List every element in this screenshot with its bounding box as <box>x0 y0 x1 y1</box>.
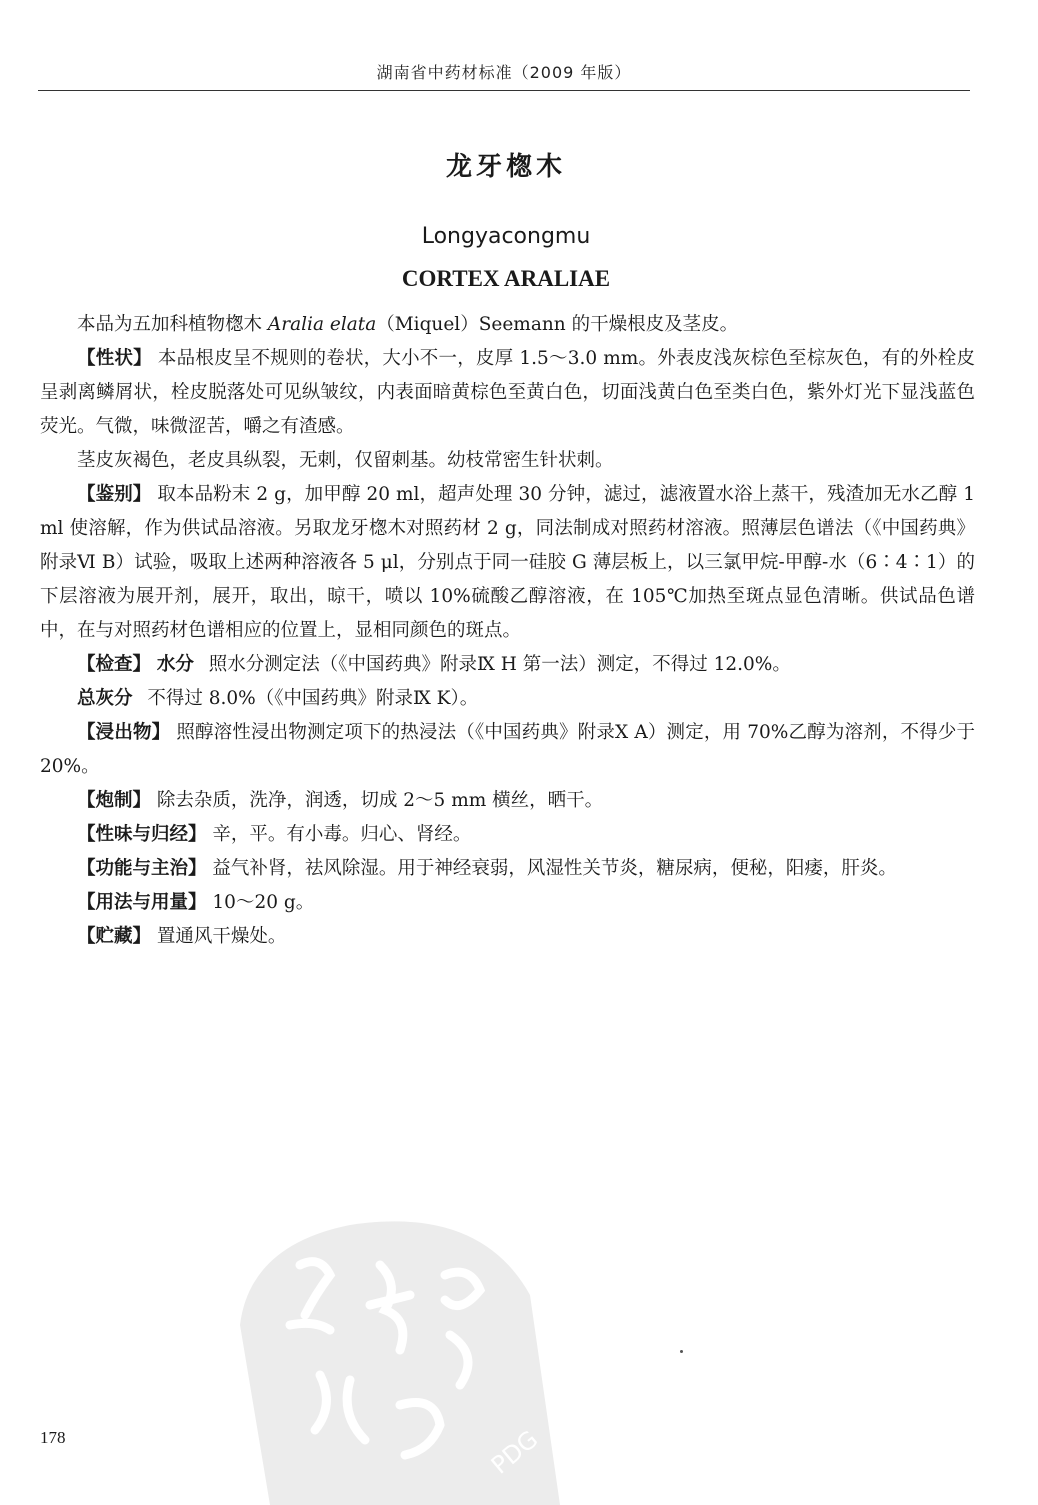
inspection-paragraph: 【检查】 水分 照水分测定法（《中国药典》附录Ⅸ H 第一法）测定，不得过 12.0%。 <box>77 654 791 675</box>
subsection-label-water: 水分 <box>156 654 194 675</box>
seal-text: PDG <box>485 1425 544 1480</box>
description-paragraph: 【性状】 本品根皮呈不规则的卷状，大小不一，皮厚 1.5～3.0 mm。外表皮浅灰棕色至棕灰色，有的外栓皮呈剥离鳞屑状，栓皮脱落处可见纵皱纹，内表面暗黄棕色至黄白色，切面浅黄白色至类白色，紫外灯光下显浅蓝色荧光。气微，味微涩苦，嚼之有渣感。 <box>40 348 975 437</box>
section-label-extract: 【浸出物】 <box>77 722 171 743</box>
running-header: 湖南省中药材标准（2009 年版） <box>376 63 632 82</box>
monograph-latin-name: CORTEX ARALIAE <box>401 266 611 291</box>
monograph-pinyin: Longyacongmu <box>421 224 591 249</box>
section-label-processing: 【炮制】 <box>77 790 152 811</box>
storage-paragraph: 【贮藏】 置通风干燥处。 <box>77 926 287 947</box>
ash-paragraph: 总灰分 不得过 8.0%（《中国药典》附录Ⅸ K）。 <box>77 688 479 709</box>
section-label-function: 【功能与主治】 <box>77 858 207 879</box>
header-rule <box>38 90 970 91</box>
section-label-storage: 【贮藏】 <box>77 926 152 947</box>
page-number: 178 <box>40 1428 66 1447</box>
extract-paragraph: 【浸出物】 照醇溶性浸出物测定项下的热浸法（《中国药典》附录Ⅹ A）测定，用 70%乙醇为溶剂，不得少于 20%。 <box>40 722 975 777</box>
function-paragraph: 【功能与主治】 益气补肾，祛风除湿。用于神经衰弱，风湿性关节炎，糖尿病，便秘，阳痿，肝炎。 <box>77 858 897 879</box>
intro-paragraph: 本品为五加科植物楤木 Aralia elata（Miquel）Seemann 的干燥根皮及茎皮。 <box>77 314 739 335</box>
description-paragraph-2: 茎皮灰褐色，老皮具纵裂，无刺，仅留刺基。幼枝常密生针状刺。 <box>77 450 614 471</box>
nature-paragraph: 【性味与归经】 辛，平。有小毒。归心、肾经。 <box>77 824 472 845</box>
section-label-inspection: 【检查】 <box>77 654 152 675</box>
monograph-body <box>40 308 975 954</box>
scan-speck <box>680 1350 683 1353</box>
section-label-dosage: 【用法与用量】 <box>77 892 207 913</box>
section-label-identification: 【鉴别】 <box>77 484 152 505</box>
scientific-name: Aralia elata <box>267 314 377 335</box>
processing-paragraph: 【炮制】 除去杂质，洗净，润透，切成 2～5 mm 横丝，晒干。 <box>77 790 604 811</box>
section-label-nature: 【性味与归经】 <box>77 824 207 845</box>
dosage-paragraph: 【用法与用量】 10～20 g。 <box>77 892 315 913</box>
monograph-title: 龙牙楤木 <box>445 152 566 182</box>
identification-paragraph: 【鉴别】 取本品粉末 2 g，加甲醇 20 ml，超声处理 30 分钟，滤过，滤液置水浴上蒸干，残渣加无水乙醇 1 ml 使溶解，作为供试品溶液。另取龙牙楤木对照药材 2 g，同法制成对照药材溶液。照薄层色谱法（《中国药典》附录Ⅵ B）试验，吸取上述两种溶液各 5 μl，分别点于同一硅胶 G 薄层板上，以三氯甲烷-甲醇-水（6∶4∶1）的下层溶液为展开剂，展开，取出，晾干，喷以 10%硫酸乙醇溶液，在 105℃加热至斑点显色清晰。供试品色谱中，在与对照药材色谱相应的位置上，显相同颜色的斑点。 <box>40 484 975 641</box>
section-label-description: 【性状】 <box>77 348 152 369</box>
subsection-label-ash: 总灰分 <box>77 688 133 709</box>
watermark-seal <box>230 1205 560 1505</box>
